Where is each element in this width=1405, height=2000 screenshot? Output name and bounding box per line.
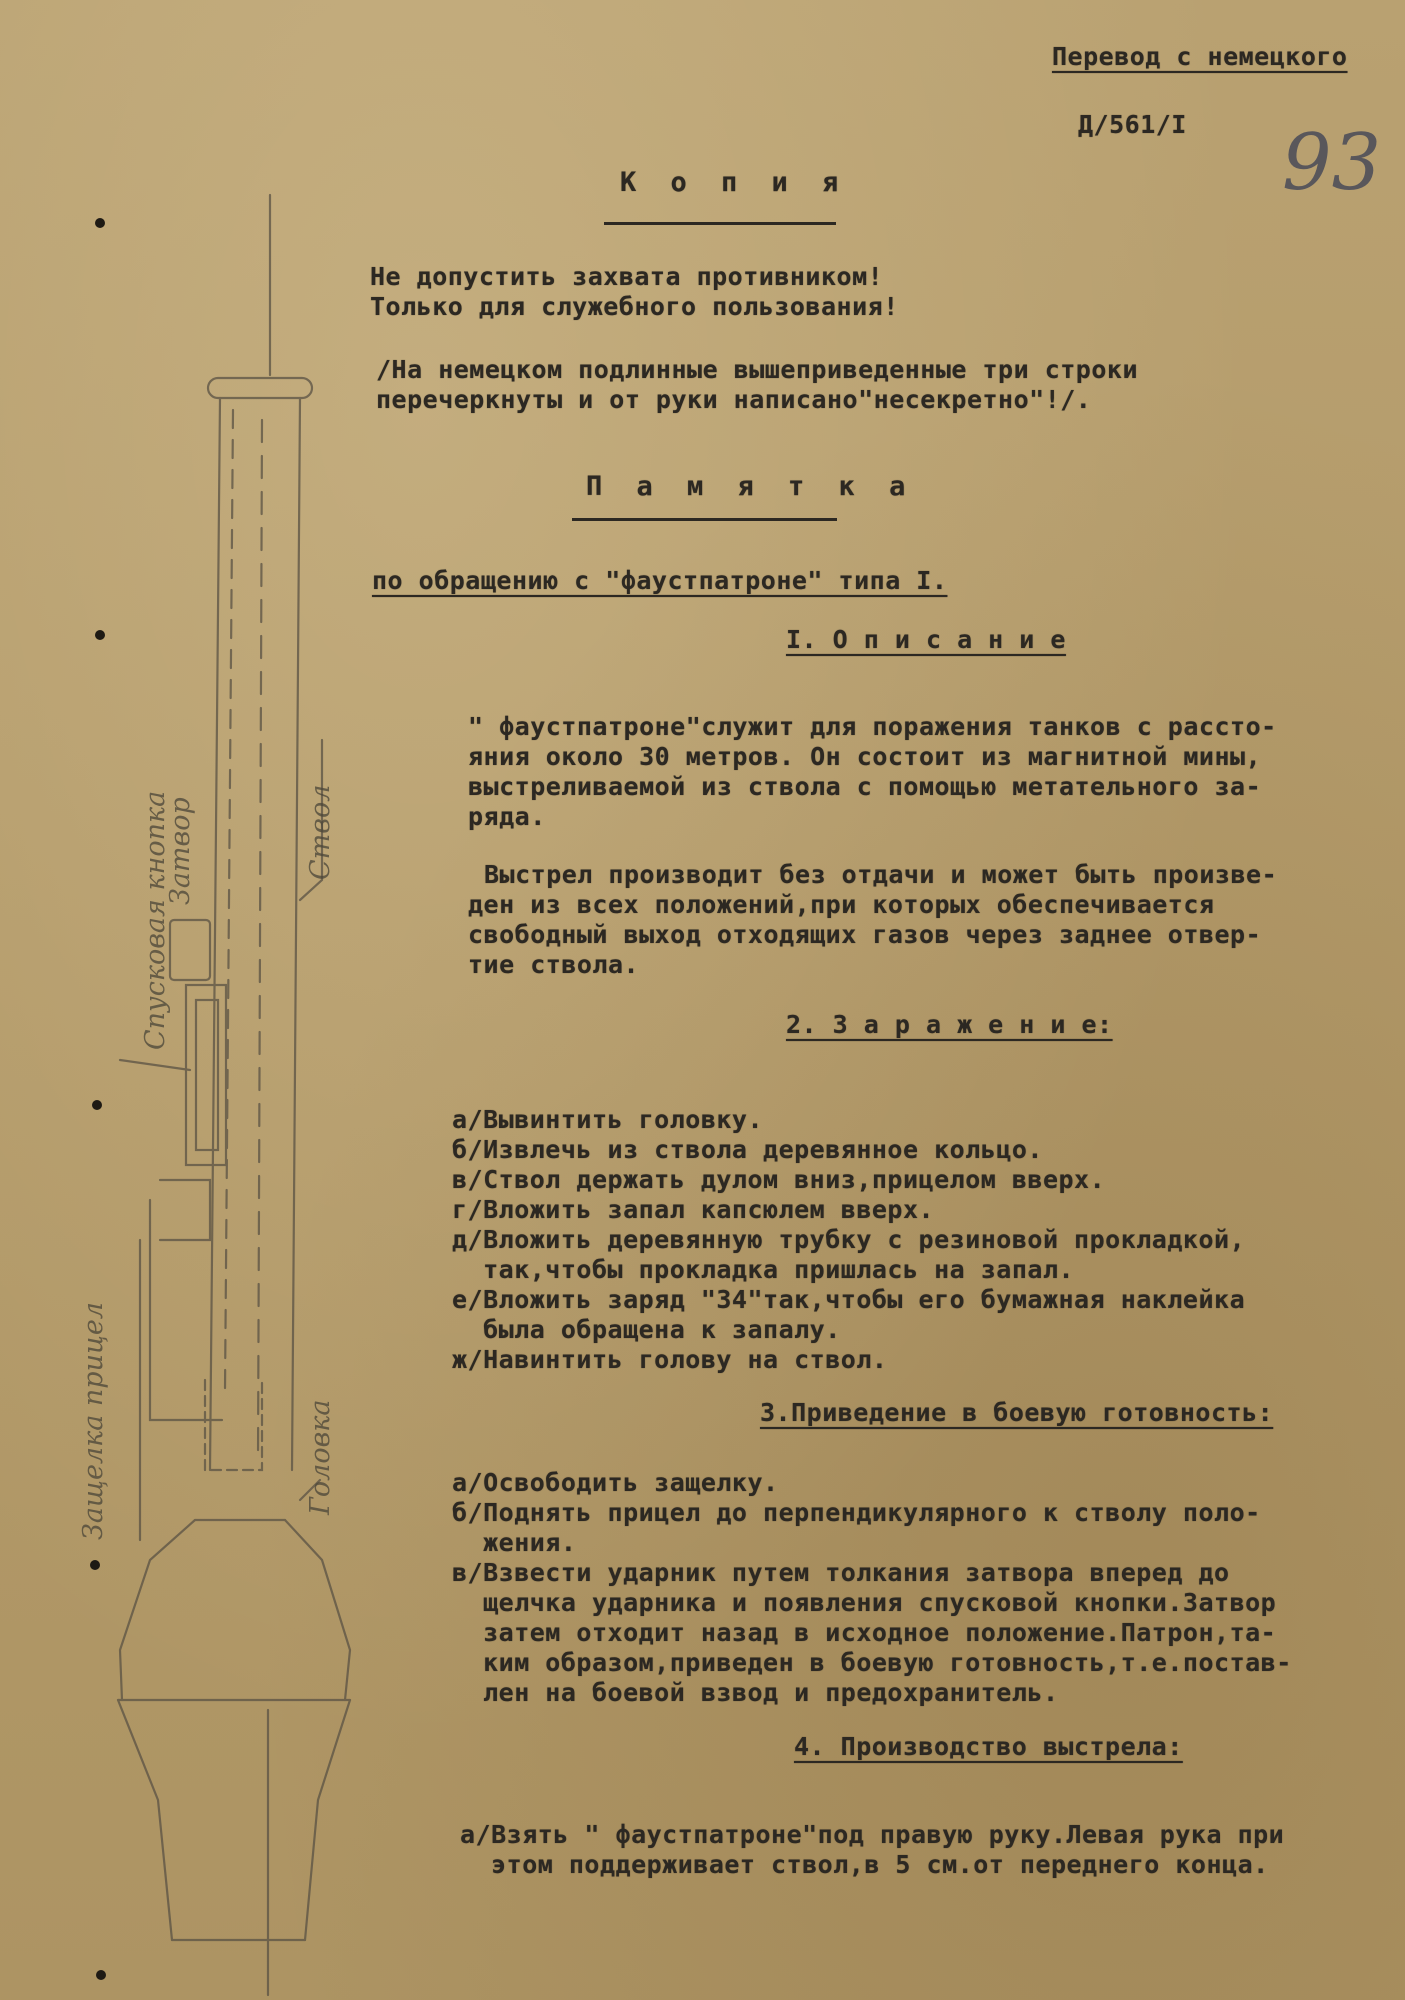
loading-item-a: а/Вывинтить головку. bbox=[452, 1105, 764, 1134]
loading-item-e-cont: так,чтобы прокладка пришлась на запал. bbox=[452, 1255, 1075, 1284]
readiness-item-c-line-2: щелчка ударника и появления спусковой кнопки.Затвор bbox=[452, 1588, 1277, 1617]
loading-item-f: е/Вложить заряд "34"так,чтобы его бумажная наклейка bbox=[452, 1285, 1246, 1314]
section-2-title: 2. З а р а ж е н и е: bbox=[786, 1010, 1113, 1039]
readiness-item-c: в/Взвести ударник путем толкания затвора вперед до bbox=[452, 1558, 1230, 1587]
binder-hole bbox=[90, 1560, 100, 1570]
description-line-4: ряда. bbox=[468, 802, 546, 831]
memo-title: П а м я т к а bbox=[586, 471, 915, 502]
loading-item-c: в/Ствол держать дулом вниз,прицелом вверх. bbox=[452, 1165, 1106, 1194]
binder-hole bbox=[95, 218, 105, 228]
subtitle: по обращению с "фаустпатроне" типа I. bbox=[372, 566, 948, 595]
loading-item-e: д/Вложить деревянную трубку с резиновой прокладкой, bbox=[452, 1225, 1246, 1254]
description-line-2: яния около 30 метров. Он состоит из магнитной мины, bbox=[468, 742, 1262, 771]
readiness-item-b-cont: жения. bbox=[452, 1528, 577, 1557]
description-line-3: выстреливаемой из ствола с помощью метательного за- bbox=[468, 772, 1262, 801]
sketch-label-sight: Защелка прицел bbox=[78, 1302, 109, 1540]
note-line-2: перечеркнуты и от руки написано"несекретно"!/. bbox=[376, 385, 1092, 414]
section-1-title: I. О п и с а н и е bbox=[786, 625, 1066, 654]
shot-line-4: тие ствола. bbox=[468, 950, 640, 979]
loading-item-b: б/Извлечь из ствола деревянное кольцо. bbox=[452, 1135, 1043, 1164]
handwritten-page-number: 93 bbox=[1282, 118, 1382, 208]
sketch-label-bolt: Затвор bbox=[165, 797, 196, 905]
section-3-title: 3.Приведение в боевую готовность: bbox=[760, 1398, 1274, 1427]
binder-hole bbox=[96, 1970, 106, 1980]
warning-line-2: Только для служебного пользования! bbox=[370, 292, 899, 321]
loading-item-g: ж/Навинтить голову на ствол. bbox=[452, 1345, 888, 1374]
readiness-item-b: б/Поднять прицел до перпендикулярного к стволу поло- bbox=[452, 1498, 1261, 1527]
firing-item-a: а/Взять " фаустпатроне"под правую руку.Левая рука при bbox=[460, 1820, 1285, 1849]
shot-line-1: Выстрел производит без отдачи и может быть произве- bbox=[484, 860, 1278, 889]
loading-item-d: г/Вложить запал капсюлем вверх. bbox=[452, 1195, 935, 1224]
copy-title: К о п и я bbox=[620, 167, 848, 198]
readiness-item-c-line-5: лен на боевой взвод и предохранитель. bbox=[452, 1678, 1059, 1707]
shot-line-3: свободный выход отходящих газов через заднее отвер- bbox=[468, 920, 1262, 949]
readiness-item-c-line-4: ким образом,приведен в боевую готовность,т.е.постав- bbox=[452, 1648, 1292, 1677]
document-number: Д/561/I bbox=[1078, 110, 1187, 139]
section-4-title: 4. Производство выстрела: bbox=[794, 1732, 1183, 1761]
translation-note: Перевод с немецкого bbox=[1052, 42, 1348, 71]
binder-hole bbox=[95, 630, 105, 640]
firing-item-a-cont: этом поддерживает ствол,в 5 см.от переднего конца. bbox=[460, 1850, 1269, 1879]
binder-hole bbox=[92, 1100, 102, 1110]
shot-line-2: ден из всех положений,при которых обеспечивается bbox=[468, 890, 1215, 919]
readiness-item-c-line-3: затем отходит назад в исходное положение.Патрон,та- bbox=[452, 1618, 1277, 1647]
description-line-1: " фаустпатроне"служит для поражения танков с рассто- bbox=[468, 712, 1277, 741]
sketch-label-trigger: Спусковая кнопка bbox=[140, 790, 171, 1050]
loading-item-f-cont: была обращена к запалу. bbox=[452, 1315, 841, 1344]
note-line-1: /На немецком подлинные вышеприведенные три строки bbox=[376, 355, 1139, 384]
warning-line-1: Не допустить захвата противником! bbox=[370, 262, 884, 291]
readiness-item-a: а/Освободить защелку. bbox=[452, 1468, 779, 1497]
sketch-label-barrel: Ствол bbox=[305, 784, 336, 880]
sketch-label-head: Головка bbox=[305, 1399, 336, 1515]
